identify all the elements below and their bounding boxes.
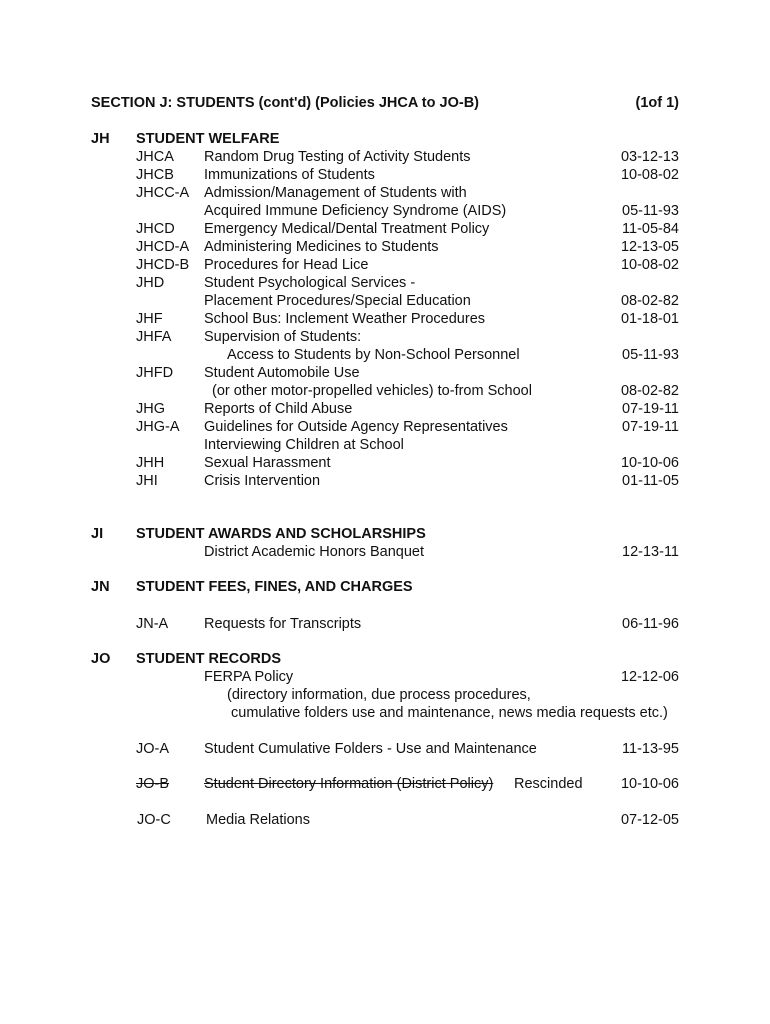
- section-heading-jo: STUDENT RECORDS: [136, 651, 282, 667]
- policy-date: 08-02-82: [620, 293, 679, 309]
- policy-code: JHG-A: [136, 419, 180, 435]
- section-code-jh: JH: [91, 131, 110, 147]
- policy-title: Reports of Child Abuse: [204, 401, 353, 417]
- policy-title: Supervision of Students:: [204, 329, 362, 345]
- section-code-jn: JN: [91, 579, 110, 595]
- policy-code: JHCC-A: [136, 185, 190, 201]
- policy-title-cont: Access to Students by Non-School Personnel: [227, 347, 520, 363]
- policy-code-struck: JO-B: [136, 776, 170, 792]
- policy-title: FERPA Policy: [204, 669, 294, 685]
- policy-title: Student Automobile Use: [204, 365, 360, 381]
- policy-date: 10-08-02: [620, 167, 679, 183]
- policy-date: 12-13-11: [622, 544, 679, 560]
- policy-date: 05-11-93: [622, 203, 679, 219]
- policy-code: JHFA: [136, 329, 172, 345]
- page-indicator: (1of 1): [635, 95, 679, 111]
- policy-date: 03-12-13: [620, 149, 679, 165]
- policy-code: JHCD-A: [136, 239, 190, 255]
- policy-title: Emergency Medical/Dental Treatment Policy: [204, 221, 490, 237]
- policy-title: Admission/Management of Students with: [204, 185, 467, 201]
- policy-date: 10-08-02: [620, 257, 679, 273]
- section-code-jo: JO: [91, 651, 111, 667]
- policy-title: Sexual Harassment: [204, 455, 331, 471]
- policy-title: Random Drug Testing of Activity Students: [204, 149, 471, 165]
- section-code-ji: JI: [91, 526, 104, 542]
- policy-code: JHI: [136, 473, 158, 489]
- policy-title-cont: (or other motor-propelled vehicles) to-from School: [212, 383, 532, 399]
- policy-title: Requests for Transcripts: [204, 616, 362, 632]
- section-heading-ji: STUDENT AWARDS AND SCHOLARSHIPS: [136, 526, 426, 542]
- policy-code: JHCA: [136, 149, 174, 165]
- policy-date: 06-11-96: [622, 616, 679, 632]
- policy-title: District Academic Honors Banquet: [204, 544, 425, 560]
- policy-title: Crisis Intervention: [204, 473, 321, 489]
- policy-title-cont: Placement Procedures/Special Education: [204, 293, 471, 309]
- policy-code: JN-A: [136, 616, 169, 632]
- policy-title: Guidelines for Outside Agency Representatives: [204, 419, 508, 435]
- policy-code: JHFD: [136, 365, 174, 381]
- policy-date: 11-13-95: [622, 741, 679, 757]
- policy-code: JHF: [136, 311, 163, 327]
- policy-date: 05-11-93: [622, 347, 679, 363]
- rescinded-label: Rescinded: [514, 776, 583, 792]
- policy-code: JHG: [136, 401, 165, 417]
- policy-date: 01-18-01: [620, 311, 679, 327]
- policy-date: 12-12-06: [620, 669, 679, 685]
- policy-date: 01-11-05: [622, 473, 679, 489]
- policy-title: Procedures for Head Lice: [204, 257, 369, 273]
- section-heading-jh: STUDENT WELFARE: [136, 131, 280, 147]
- policy-code: JO-A: [136, 741, 170, 757]
- policy-code: JHCB: [136, 167, 174, 183]
- policy-title: Media Relations: [206, 812, 310, 828]
- policy-title: School Bus: Inclement Weather Procedures: [204, 311, 486, 327]
- policy-code: JHCD: [136, 221, 175, 237]
- policy-code: JHD: [136, 275, 165, 291]
- policy-title: Administering Medicines to Students: [204, 239, 439, 255]
- policy-title: Student Psychological Services -: [204, 275, 416, 291]
- policy-title-cont: Interviewing Children at School: [204, 437, 404, 453]
- policy-date: 07-12-05: [620, 812, 679, 828]
- policy-date: 11-05-84: [622, 221, 679, 237]
- policy-date: 10-10-06: [620, 455, 679, 471]
- policy-code: JHH: [136, 455, 165, 471]
- policy-title-cont: Acquired Immune Deficiency Syndrome (AIDS): [204, 203, 507, 219]
- policy-code: JO-C: [137, 812, 171, 828]
- policy-note: (directory information, due process procedures,: [227, 687, 531, 703]
- policy-title-struck: Student Directory Information (District Policy): [204, 776, 494, 792]
- policy-date: 10-10-06: [620, 776, 679, 792]
- policy-date: 07-19-11: [622, 419, 679, 435]
- section-heading-jn: STUDENT FEES, FINES, AND CHARGES: [136, 579, 413, 595]
- policy-date: 12-13-05: [620, 239, 679, 255]
- policy-date: 08-02-82: [620, 383, 679, 399]
- policy-code: JHCD-B: [136, 257, 190, 273]
- policy-title: Immunizations of Students: [204, 167, 375, 183]
- policy-date: 07-19-11: [622, 401, 679, 417]
- policy-note: cumulative folders use and maintenance, news media requests etc.): [231, 705, 668, 721]
- policy-title: Student Cumulative Folders - Use and Maintenance: [204, 741, 537, 757]
- section-title: SECTION J: STUDENTS (cont'd) (Policies JHCA to JO-B): [91, 95, 479, 111]
